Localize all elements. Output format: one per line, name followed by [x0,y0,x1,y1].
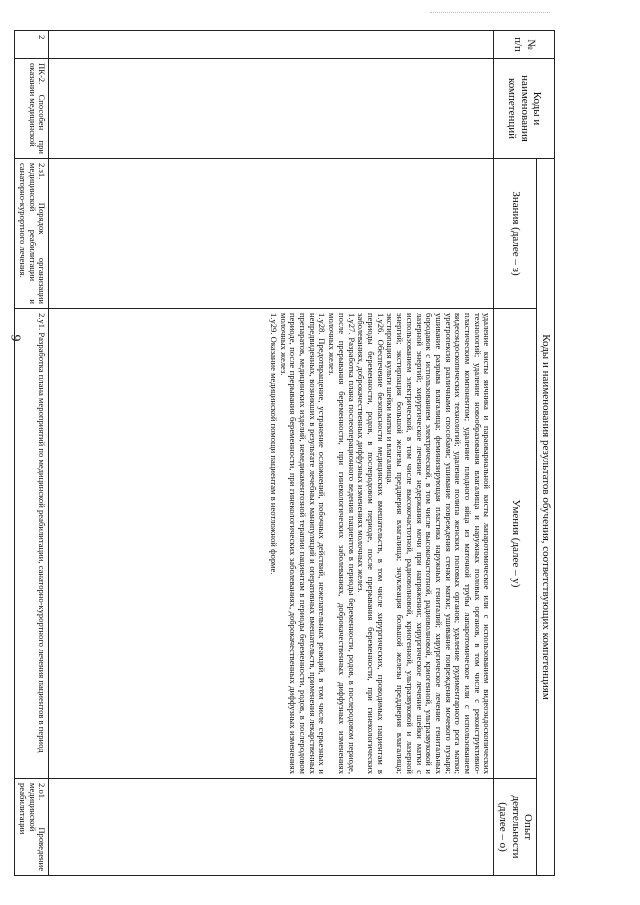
cell-experience-2: 2.о1. Проведение медицинской реабилитации [15,779,49,876]
rotated-table-wrapper [18,30,555,875]
cell-knowledge-empty [49,159,494,309]
cell-experience-empty [49,779,494,876]
header-codes: Коды и наименования компетенций [494,59,555,159]
header-experience: Опыт деятельности (далее – о) [494,779,537,876]
cell-no-empty [49,31,494,59]
header-knowledge: Знания (далее – з) [494,159,537,309]
page-number: 9 [7,334,22,342]
cell-knowledge-2: 2.з1. Порядок организации медицинской реабилитации и санаторно-курортного лечения. [15,159,49,309]
cell-code-empty [49,59,494,159]
competency-table [14,30,555,876]
header-skills: Умения (далее – у) [494,309,537,779]
header-group: Коды и наименования результатов обучения, соответствующих компетенциям [537,159,555,876]
table-row-continued [49,31,494,876]
cell-no-2: 2 [15,31,49,59]
cell-skills-continued: удаление кисты яичника и параовариальной кисты лапаротомическое или с использованием видеоэндоскопических технологий; удаление новообразования влагалища и наружных половых органов, в том числе с реконструктивно-пластическим компонентом; удаление плодного яйца из маточной трубы лапаротомическое или с использованием видеоэндоскопических технологий; удаление полипа женских половых органов; удаление рудиментарного рога матки; уретропексия различными способами; ушивание повреждения стенки матки; ушивание повреждения мочевого пузыря; ушивание разрыва влагалища; феминизирующая пластика наружных гениталий; хирургическое лечение генитальных бородавок с использованием электрической, в том числе высокочастотной, радиоволновой, криогенной, ультразвуковой и лазерной энергий; хирургическое лечение недержания мочи при напряжении; хирургическое лечение шейки матки с использованием электрической, в том числе высокочастотной, радиоволновой, криогенной, ультразвуковой и лазерной энергий; экстирпация большой железы преддверия влагалища; энуклеация большой железы преддверия влагалища; экстирпация культи шейки матки и влагалища. 1.у26. Обеспечение безопасности медицинских вмешательств, в том числе хирургических, проводимых пациентам в периоды беременности, родов, в послеродовом периоде, после прерывания беременности, при гинекологических заболеваниях, доброкачественных диффузных изменениях молочных желез. 1.у27. Разработка плана послеоперационного ведения пациентов в периоды беременности, родов, в послеродовом периоде, после прерывания беременности, при гинекологических заболеваниях, доброкачественных диффузных изменениях молочных желез. 1.у28. Предотвращение, устранение осложнений, побочных действий, нежелательных реакций, в том числе серьезных и непредвиденных, возникших в результате лечебных манипуляций и оперативных вмешательств, применения лекарственных препаратов, медицинских изделий, немедикаментозной терапии пациентам в периоды беременности, родов, в послеродовом периоде, после прерывания беременности, при гинекологических заболеваниях, доброкачественных диффузных изменениях молочных желез. 1.у29. Оказание медицинской помощи пациентам в неотложной форме. [49,309,494,779]
header-no: № п/п [494,31,555,59]
table-row-2 [15,31,49,876]
cell-skills-2: 2.у1. Разработка плана мероприятий по медицинской реабилитации, санаторно-курортного лечения пациентов в период [15,309,49,779]
header-row-1 [537,31,555,876]
scan-artifact [430,12,550,14]
cell-code-2: ПК-2. Способен при оказании медицинской [15,59,49,159]
